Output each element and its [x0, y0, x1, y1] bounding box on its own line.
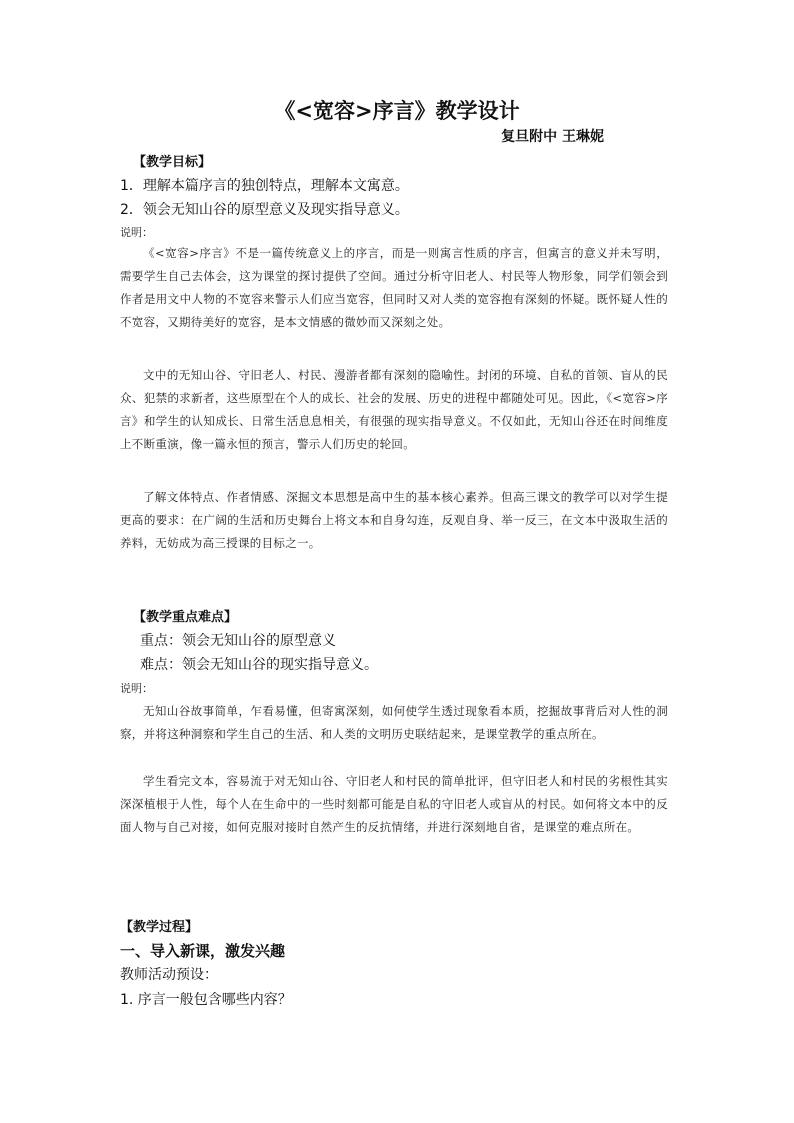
objective-item-1: 1．理解本篇序言的独创特点，理解本文寓意。 — [120, 178, 409, 194]
keypoints-paragraph-1: 无知山谷故事简单，乍看易懂，但寄寓深刻，如何使学生透过现象看本质，挖掘故事背后对人性的洞察，并将这种洞察和学生自己的生活、和人类的文明历史联结起来，是课堂教学的重点所在。 — [120, 704, 668, 741]
keypoints-heading: 【教学重点难点】 — [133, 610, 238, 625]
question-1: 1. 序言一般包含哪些内容？ — [120, 992, 292, 1008]
objectives-paragraph-3: 了解文体特点、作者情感、深掘文本思想是高中生的基本核心素养。但高三课文的教学可以对学生提更高的要求：在广阔的生活和历史舞台上将文本和自身勾连，反观自身、举一反三，在文本中汲取生活的养料，无妨成为高三授课的目标之一。 — [120, 490, 668, 550]
process-section-1: 一、导入新课，激发兴趣 — [120, 942, 286, 960]
objectives-paragraph-1: 《<宽容>序言》不是一篇传统意义上的序言，而是一则寓言性质的序言，但寓言的意义并未写明，需要学生自己去体会，这为课堂的探讨提供了空间。通过分析守旧老人、村民等人物形象，同学们领会到作者是用文中人物的不宽容来警示人们应当宽容，但同时又对人类的宽容抱有深刻的怀疑。既怀疑人性的不宽容，又期待美好的宽容，是本文情感的微妙而又深刻之处。 — [120, 246, 668, 329]
objective-item-2: 2．领会无知山谷的原型意义及现实指导意义。 — [120, 202, 409, 218]
process-heading: 【教学过程】 — [120, 920, 199, 935]
objectives-paragraph-2: 文中的无知山谷、守旧老人、村民、漫游者都有深刻的隐喻性。封闭的环境、自私的首领、盲从的民众、犯禁的求新者，这些原型在个人的成长、社会的发展、历史的进程中都随处可见。因此，《<宽容>序言》和学生的认知成长、日常生活息息相关，有很强的现实指导意义。不仅如此，无知山谷还在时间维度上不断重演，像一篇永恒的预言，警示人们历史的轮回。 — [120, 368, 668, 451]
keypoints-paragraph-2: 学生看完文本，容易流于对无知山谷、守旧老人和村民的简单批评，但守旧老人和村民的劣根性其实深深植根于人性，每个人在生命中的一些时刻都可能是自私的守旧老人或盲从的村民。如何将文本中的反面人物与自己对接，如何克服对接时自然产生的反抗情绪，并进行深刻地自省，是课堂的难点所在。 — [120, 774, 668, 834]
objectives-note-label: 说明： — [120, 226, 153, 239]
objectives-heading: 【教学目标】 — [133, 155, 212, 170]
keypoint-difficulty: 难点：领会无知山谷的现实指导意义。 — [140, 657, 378, 673]
keypoints-note-label: 说明： — [120, 682, 153, 695]
document-title: 《<宽容>序言》教学设计 — [274, 99, 520, 123]
keypoint-focus: 重点：领会无知山谷的原型意义 — [140, 633, 336, 649]
author-line: 复旦附中 王琳妮 — [501, 129, 604, 145]
teacher-preset-label: 教师活动预设： — [120, 967, 218, 983]
